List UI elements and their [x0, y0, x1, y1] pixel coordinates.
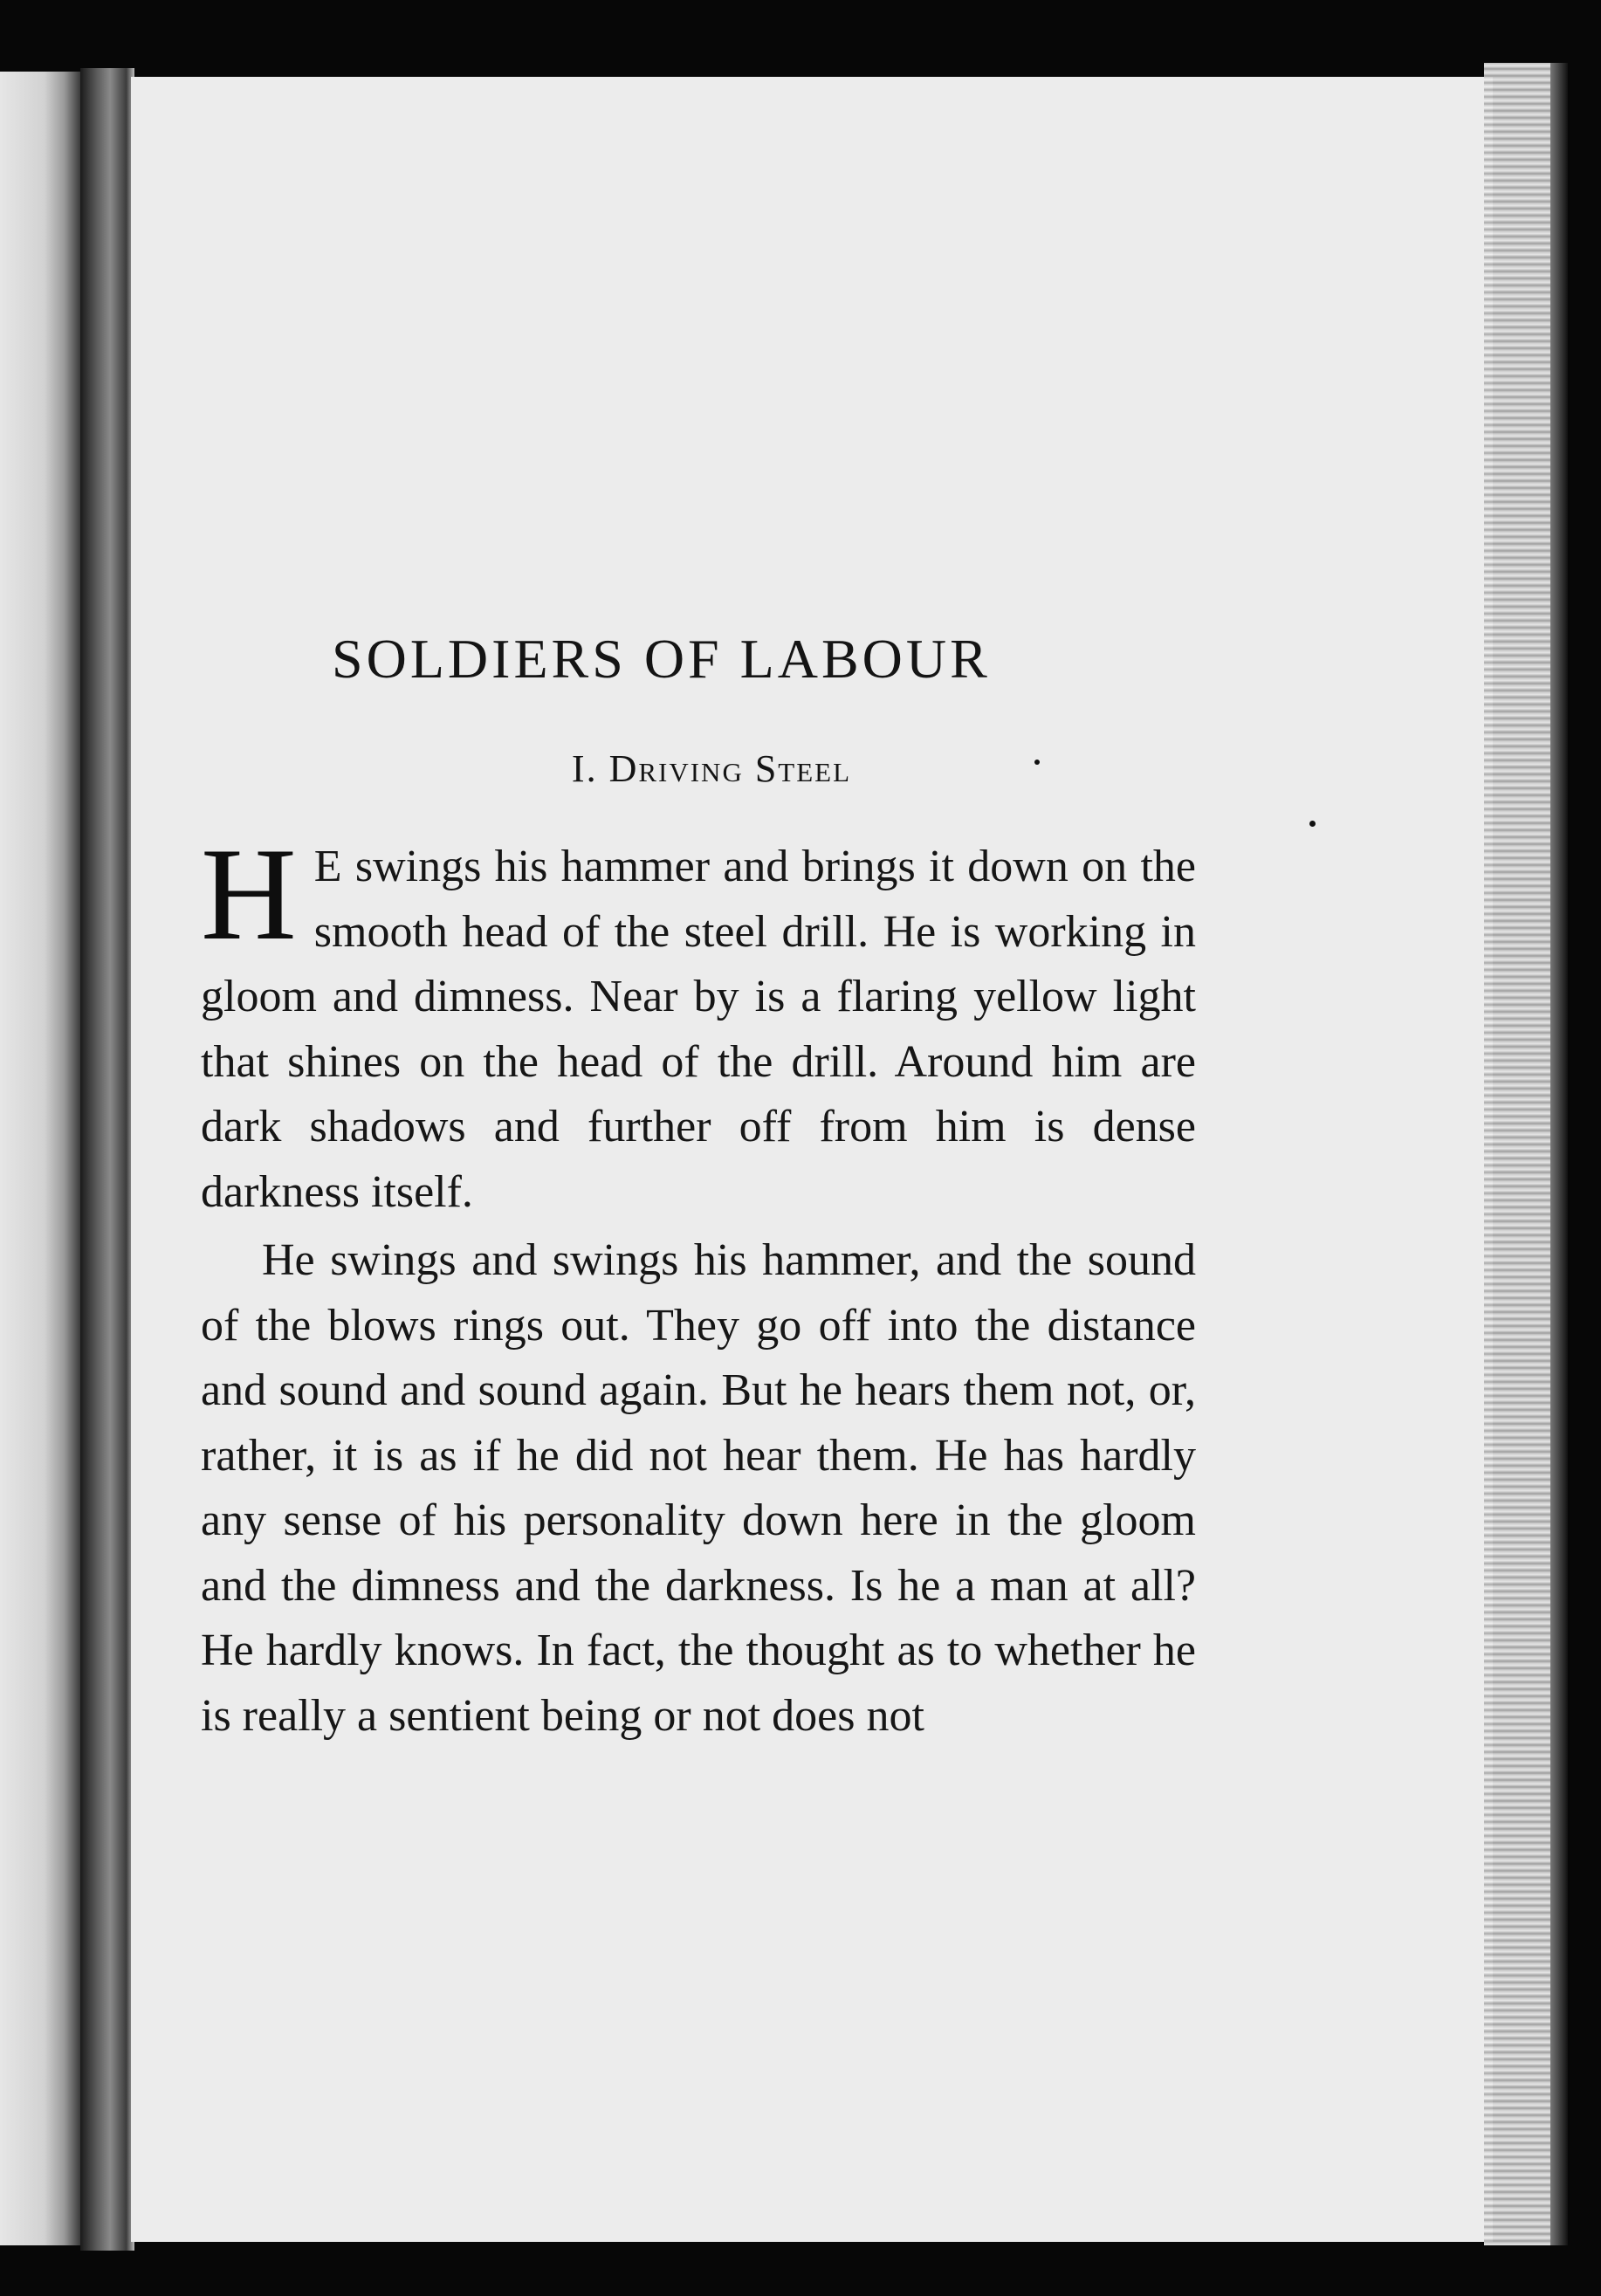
scan-speck — [1309, 821, 1316, 827]
page-fore-edge — [1484, 63, 1550, 2245]
paragraph-2: He swings and swings his hammer, and the sound of the blows rings out. They go off into the distance and sound and sound again. But he hears them not, or, rather, it is as if he did not hear them. He has hardly any sense of his personality down here in the gloom and the dimness and the darkness. Is he a man at all? He hardly knows. In fact, the thought as to whether he is really a sentient being or not does not — [201, 1235, 1196, 1741]
paragraph-1 — [201, 821, 1196, 1225]
left-page-edge — [0, 72, 80, 2245]
section-heading: I. Driving Steel — [571, 747, 852, 790]
page-shadow — [1550, 63, 1568, 2245]
book-gutter — [80, 68, 134, 2251]
chapter-title: SOLDIERS OF LABOUR — [332, 628, 991, 690]
drop-cap: H — [201, 821, 297, 967]
paragraph-1-text: E swings his hammer and brings it down on the smooth head of the steel drill. He is working in gloom and dimness. Near by is a flaring yellow light that shines on the head of the drill. Around him are dark shadows and further off from him is dense darkness itself. — [201, 842, 1196, 1217]
body-text — [201, 821, 1196, 1749]
